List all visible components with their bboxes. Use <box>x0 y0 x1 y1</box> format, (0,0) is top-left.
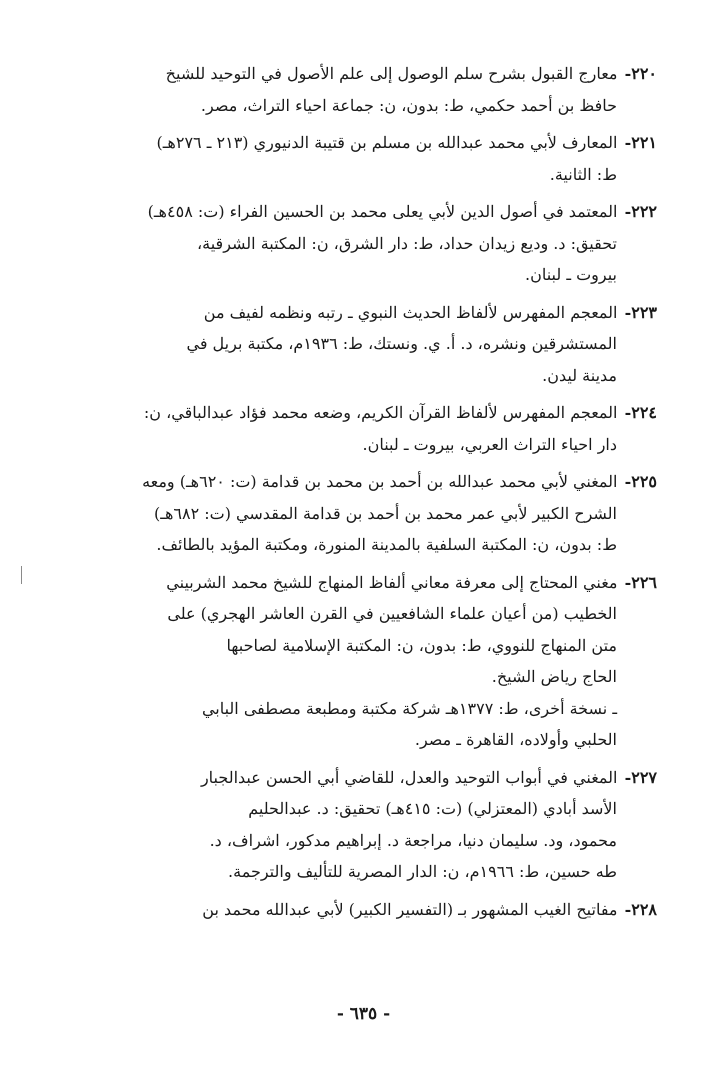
bibliography-entry <box>100 127 657 190</box>
entry-first-line <box>100 127 657 159</box>
entry-continuation-line <box>100 498 657 530</box>
entry-text: الخطيب (من أعيان علماء الشافعيين في القرن العاشر الهجري) على <box>167 604 617 623</box>
entry-number: ٢٢١- <box>624 133 657 152</box>
bibliography-entry <box>100 196 657 291</box>
entry-text: مفاتيح الغيب المشهور بـ (التفسير الكبير) لأبي عبدالله محمد بن <box>202 899 618 919</box>
entry-continuation-line <box>100 598 657 630</box>
entry-text: طه حسين، ط: ١٩٦٦م، ن: الدار المصرية للتأليف والترجمة. <box>228 862 617 881</box>
entry-text: المغني لأبي محمد عبدالله بن أحمد بن محمد بن قدامة (ت: ٦٢٠هـ) ومعه <box>142 472 618 491</box>
bibliography-entry <box>100 466 657 561</box>
entry-text: الشرح الكبير لأبي عمر محمد بن أحمد بن قدامة المقدسي (ت: ٦٨٢هـ) <box>154 503 617 523</box>
entry-continuation-line <box>100 360 657 392</box>
entry-continuation-line <box>100 724 657 756</box>
bibliography-entry <box>100 894 657 926</box>
entry-text: مدينة ليدن. <box>542 365 617 385</box>
entry-number: ٢٢٥- <box>624 472 657 491</box>
entry-text: ـ نسخة أخرى، ط: ١٣٧٧هـ شركة مكتبة ومطبعة مصطفى البابي <box>201 698 617 718</box>
entry-text: دار احياء التراث العربي، بيروت ـ لبنان. <box>362 434 617 454</box>
entry-text: بيروت ـ لبنان. <box>525 265 617 284</box>
entry-continuation-line <box>100 159 657 191</box>
bibliography-entry <box>100 297 657 392</box>
entry-first-line <box>100 397 657 429</box>
bibliography-entry <box>100 762 657 888</box>
entry-text: الحلبي وأولاده، القاهرة ـ مصر. <box>414 730 617 749</box>
entry-text: تحقيق: د. وديع زيدان حداد، ط: دار الشرق، ن: المكتبة الشرقية، <box>196 233 617 253</box>
entry-text: الحاج رياض الشيخ. <box>491 667 617 686</box>
margin-mark <box>21 566 28 584</box>
entry-number: ٢٢٠- <box>624 64 657 83</box>
entry-continuation-line <box>100 259 657 291</box>
entry-continuation-line <box>100 529 657 561</box>
entry-text: المعتمد في أصول الدين لأبي يعلى محمد بن الحسين الفراء (ت: ٤٥٨هـ) <box>147 202 618 221</box>
entry-text: المعجم المفهرس لألفاظ القرآن الكريم، وضعه محمد فؤاد عبدالباقي، ن: <box>143 403 618 422</box>
entry-number: ٢٢٧- <box>624 767 657 787</box>
entry-first-line <box>100 466 657 498</box>
page-number: - ٦٣٥ - <box>336 1004 391 1024</box>
entry-number: ٢٢٤- <box>624 403 657 422</box>
entry-number: ٢٢٣- <box>624 302 657 322</box>
entry-text: حافظ بن أحمد حكمي، ط: بدون، ن: جماعة احياء التراث، مصر. <box>200 95 617 115</box>
entry-first-line <box>100 58 657 90</box>
bibliography-entry <box>100 567 657 756</box>
entry-continuation-line <box>100 328 657 360</box>
entry-first-line <box>100 297 657 329</box>
entry-text: المعجم المفهرس لألفاظ الحديث النبوي ـ رتبه ونظمه لفيف من <box>203 302 618 322</box>
entry-continuation-line <box>100 856 657 888</box>
bibliography-entry <box>100 397 657 460</box>
entry-continuation-line <box>100 793 657 825</box>
entry-first-line <box>100 894 657 926</box>
entry-text: مغني المحتاج إلى معرفة معاني ألفاظ المنهاج للشيخ محمد الشربيني <box>166 572 618 592</box>
entry-first-line <box>100 196 657 228</box>
entry-continuation-line <box>100 825 657 857</box>
entry-continuation-line <box>100 630 657 662</box>
entry-continuation-line <box>100 228 657 260</box>
entry-text: ط: الثانية. <box>549 164 617 184</box>
entry-text: معارج القبول بشرح سلم الوصول إلى علم الأصول في التوحيد للشيخ <box>165 64 618 83</box>
entry-text: المستشرقين ونشره، د. أ. ي. ونستك، ط: ١٩٣٦م، مكتبة بريل في <box>186 334 617 353</box>
entry-text: ط: بدون، ن: المكتبة السلفية بالمدينة المنورة، ومكتبة المؤيد بالطائف. <box>156 535 617 554</box>
entry-continuation-line <box>100 661 657 693</box>
entry-number: ٢٢٨- <box>624 899 657 919</box>
entry-number: ٢٢٢- <box>624 202 657 221</box>
entry-continuation-line <box>100 429 657 461</box>
entry-text: الأسد أبادي (المعتزلي) (ت: ٤١٥هـ) تحقيق: د. عبدالحليم <box>248 799 617 818</box>
entry-text: المعارف لأبي محمد عبدالله بن مسلم بن قتيبة الدنيوري (٢١٣ ـ ٢٧٦هـ) <box>156 133 618 152</box>
entry-first-line <box>100 762 657 794</box>
entry-text: المغني في أبواب التوحيد والعدل، للقاضي أبي الحسن عبدالجبار <box>200 767 618 787</box>
entry-first-line <box>100 567 657 599</box>
entry-text: متن المنهاج للنووي، ط: بدون، ن: المكتبة الإسلامية لصاحبها <box>226 635 617 655</box>
entry-continuation-line <box>100 693 657 725</box>
entry-number: ٢٢٦- <box>624 572 657 592</box>
bibliography-list <box>100 58 657 931</box>
bibliography-entry <box>100 58 657 121</box>
entry-text: محمود، ود. سليمان دنيا، مراجعة د. إبراهيم مدكور، اشراف، د. <box>209 830 617 850</box>
entry-continuation-line <box>100 90 657 122</box>
